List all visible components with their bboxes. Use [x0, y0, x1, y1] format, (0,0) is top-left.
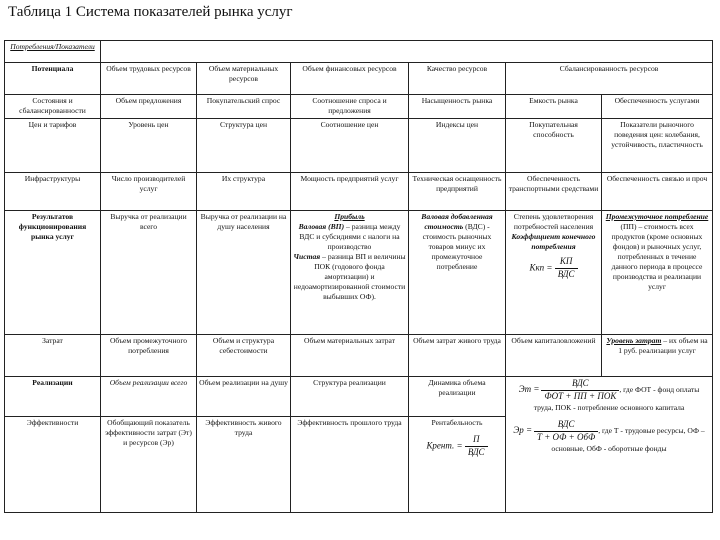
- table-cell: Объем промежуточного потребления: [101, 335, 197, 377]
- cost-level-term: Уровень затрат: [606, 336, 662, 345]
- kkp-denominator: ВДС: [557, 268, 575, 279]
- table-row: [5, 119, 713, 173]
- table-cell: Выручка от реализации на душу населения: [197, 211, 291, 335]
- row-label-potential: Потенциала: [5, 63, 101, 95]
- gva-cell: [409, 211, 506, 335]
- table-cell: Объем реализации на душу: [197, 377, 291, 417]
- table-cell: Объем материальных затрат: [291, 335, 409, 377]
- profitability-label: Рентабельность: [431, 418, 483, 427]
- table-row: [5, 41, 713, 63]
- table-cell: Обеспеченность услугами: [602, 95, 713, 119]
- table-cell: Объем финансовых ресурсов: [291, 63, 409, 95]
- er-formula-block: [508, 419, 710, 454]
- krent-fraction: [465, 434, 488, 459]
- row-label-prices: Цен и тарифов: [5, 119, 101, 173]
- net-profit-desc: – разница ВП и величины ПОК (годового фонда амортизации) и недоамортизированной стоимости выбывших ОФ).: [293, 252, 406, 302]
- table-cell: Эффективность живого труда: [197, 417, 291, 513]
- intermediate-consumption-term: Промежуточное потребление: [605, 212, 709, 221]
- krent-left: Крент. =: [426, 440, 463, 451]
- table-cell: Обеспеченность связью и проч: [602, 173, 713, 211]
- profit-cell: [291, 211, 409, 335]
- table-cell: Объем трудовых ресурсов: [101, 63, 197, 95]
- table-cell: Объем материальных ресурсов: [197, 63, 291, 95]
- table-cell: Объем капиталовложений: [506, 335, 602, 377]
- row-label-efficiency: Эффективности: [5, 417, 101, 513]
- table-row: [5, 173, 713, 211]
- table-cell: Показатели рыночного поведения цен: колебания, устойчивость, пластичность: [602, 119, 713, 173]
- profitability-cell: [409, 417, 506, 513]
- kkp-fraction: [555, 256, 578, 281]
- et-fraction: [541, 378, 619, 403]
- table-cell: Объем предложения: [101, 95, 197, 119]
- et-formula-block: [508, 378, 710, 413]
- intermediate-consumption-desc: (ПП) – стоимость всех продуктов (кроме основных фондов) и рыночных услуг, потребленных в течение данного периода в процессе производства и реализации услуг: [611, 222, 703, 292]
- efficiency-formulas-cell: [506, 377, 713, 513]
- kkp-left: Ккп =: [529, 262, 553, 273]
- table-cell: Объем и структура себестоимости: [197, 335, 291, 377]
- gva-term: Валовая добавленная стоимость: [421, 212, 493, 232]
- er-denominator: Т + ОФ + ОбФ: [536, 431, 596, 442]
- row-label-infrastructure: Инфраструктуры: [5, 173, 101, 211]
- table-row: [5, 377, 713, 417]
- er-numerator: ВДС: [534, 419, 598, 432]
- kkp-numerator: КП: [555, 256, 578, 269]
- table-cell: Выручка от реализации всего: [101, 211, 197, 335]
- et-desc: , где ФОТ - фонд оплаты труда, ПОК - потребление основного капитала: [533, 385, 700, 412]
- corner-header: Потребления/Показатели: [5, 41, 101, 63]
- et-denominator: ФОТ + ПП + ПОК: [544, 390, 617, 401]
- table-cell: Объем реализации всего: [101, 377, 197, 417]
- row-label-sales: Реализации: [5, 377, 101, 417]
- kkp-formula: [508, 256, 599, 281]
- table-cell: Мощность предприятий услуг: [291, 173, 409, 211]
- table-cell: Обеспеченность транспортными средствами: [506, 173, 602, 211]
- gva-desc: (ВДС) - стоимость рыночных товаров минус их промежуточное потребление: [422, 222, 492, 272]
- header-spacer: [101, 41, 713, 63]
- table-cell: Число производителей услуг: [101, 173, 197, 211]
- et-left: Эт =: [518, 384, 540, 395]
- gross-profit-desc: – разница между ВДС и субсидиями с налоги на производство: [299, 222, 401, 252]
- table-row: [5, 335, 713, 377]
- table-cell: Емкость рынка: [506, 95, 602, 119]
- net-profit-term: Чистая: [293, 252, 321, 262]
- satisfaction-text: Степень удовлетворения потребностей населения: [513, 212, 594, 232]
- table-cell: Качество ресурсов: [409, 63, 506, 95]
- row-label-state: Состояния и сбалансированности: [5, 95, 101, 119]
- er-desc: , где Т - трудовые ресурсы, ОФ – основные, ОбФ - оборотные фонды: [551, 425, 705, 453]
- table-cell: Соотношение спроса и предложения: [291, 95, 409, 119]
- table-cell: Техническая оснащенность предприятий: [409, 173, 506, 211]
- table-row: [5, 63, 713, 95]
- table-cell: Уровень цен: [101, 119, 197, 173]
- table-cell: Индексы цен: [409, 119, 506, 173]
- row-label-costs: Затрат: [5, 335, 101, 377]
- table-cell: Эффективность прошлого труда: [291, 417, 409, 513]
- cost-level-cell: [602, 335, 713, 377]
- table-cell: Структура реализации: [291, 377, 409, 417]
- table-cell: Покупательная способность: [506, 119, 602, 173]
- et-numerator: ВДС: [541, 378, 619, 391]
- er-fraction: [534, 419, 598, 444]
- table-cell: Объем затрат живого труда: [409, 335, 506, 377]
- final-consumption-term: Коэффициент конечного потребления: [511, 232, 596, 252]
- gross-profit-term: Валовая (ВП): [298, 222, 345, 232]
- krent-formula: [411, 434, 503, 459]
- table-row: [5, 95, 713, 119]
- er-left: Эр =: [513, 424, 533, 435]
- table-cell: Соотношение цен: [291, 119, 409, 173]
- krent-denominator: ВДС: [467, 446, 485, 457]
- table-cell: Структура цен: [197, 119, 291, 173]
- table-cell: Покупательский спрос: [197, 95, 291, 119]
- table-row: [5, 211, 713, 335]
- row-label-results: Результатов функционирования рынка услуг: [5, 211, 101, 335]
- profit-heading: Прибыль: [334, 212, 365, 221]
- table-cell: Обобщающий показатель эффективности затрат (Эт) и ресурсов (Эр): [101, 417, 197, 513]
- satisfaction-cell: [506, 211, 602, 335]
- krent-numerator: П: [465, 434, 488, 447]
- indicator-table: [4, 40, 713, 513]
- table-cell: Их структура: [197, 173, 291, 211]
- table-cell: Динамика объема реализации: [409, 377, 506, 417]
- table-cell: Насыщенность рынка: [409, 95, 506, 119]
- table-title: Таблица 1 Система показателей рынка услуг: [8, 4, 293, 20]
- cost-level-desc: – их объем на 1 руб. реализации услуг: [618, 336, 708, 356]
- intermediate-consumption-cell: [602, 211, 713, 335]
- table-cell: Сбалансированность ресурсов: [506, 63, 713, 95]
